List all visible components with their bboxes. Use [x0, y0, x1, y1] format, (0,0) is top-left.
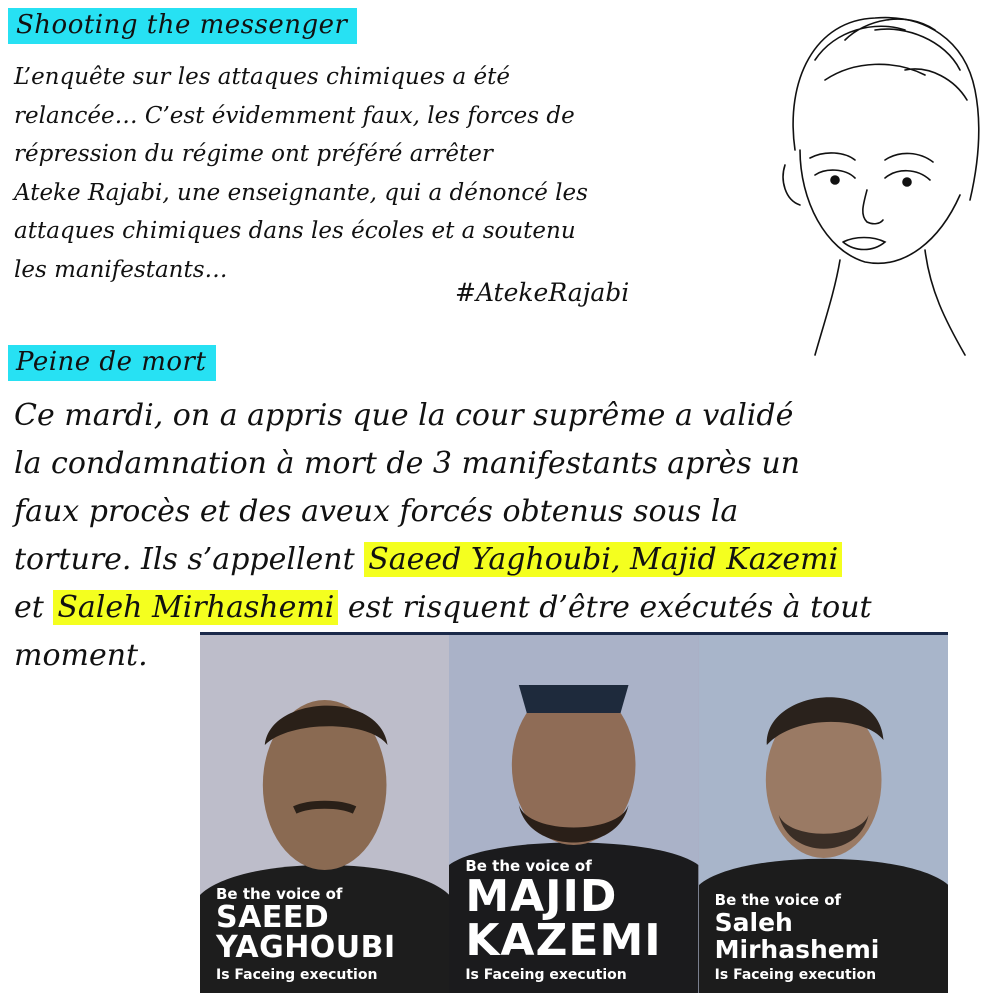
caption-voice: Be the voice of [465, 857, 592, 875]
heading-peine-de-mort: Peine de mort [8, 345, 216, 381]
paragraph-line: la condamnation à mort de 3 manifestants après un [14, 446, 801, 481]
caption [200, 885, 449, 983]
paragraph-line: les manifestants… [14, 256, 228, 283]
caption-facing: Is Faceing execution [465, 967, 627, 983]
caption-facing: Is Faceing execution [714, 967, 877, 983]
photo-strip [200, 632, 948, 993]
caption-name: Mirhashemi [714, 935, 880, 964]
caption [699, 891, 948, 983]
heading-shooting-the-messenger: Shooting the messenger [8, 8, 357, 44]
text-fragment: est risquent d’être exécutés à tout [338, 590, 872, 625]
paragraph-line: Ateke Rajabi, une enseignante, qui a dénoncé les [14, 179, 588, 206]
caption-name: KAZEMI [465, 915, 662, 966]
paragraph-line [14, 584, 994, 632]
paragraph-line: faux procès et des aveux forcés obtenus sous la [14, 494, 739, 529]
highlighted-names: Saeed Yaghoubi, Majid Kazemi [364, 542, 842, 577]
caption-facing: Is Faceing execution [216, 967, 378, 983]
photo-panel-saleh [699, 635, 948, 993]
paragraph-investigation [14, 58, 774, 289]
highlighted-name: Saleh Mirhashemi [53, 590, 338, 625]
paragraph-line: moment. [14, 638, 148, 673]
paragraph-line: Ce mardi, on a appris que la cour suprême a validé [14, 398, 794, 433]
hashtag: #AtekeRajabi [455, 278, 630, 307]
caption-name: MAJID [465, 871, 618, 922]
paragraph-line: attaques chimiques dans les écoles et a soutenu [14, 218, 576, 244]
portrait-drawing [755, 0, 1000, 360]
caption-name: SAEED [216, 900, 330, 935]
caption [449, 857, 698, 983]
photo-panel-saeed [200, 635, 449, 993]
caption-name: Saleh [714, 908, 793, 937]
paragraph-line [14, 536, 994, 584]
photo-panel-majid [449, 635, 698, 993]
paragraph-line: répression du régime ont préféré arrêter [14, 141, 493, 167]
paragraph-line: relancée… C’est évidemment faux, les forces de [14, 102, 575, 129]
caption-name: YAGHOUBI [216, 930, 396, 965]
text-fragment: torture. Ils s’appellent [14, 542, 365, 577]
caption-voice: Be the voice of [714, 891, 842, 909]
text-fragment: et [14, 590, 54, 625]
caption-voice: Be the voice of [216, 885, 343, 903]
paragraph-line: L’enquête sur les attaques chimiques a été [14, 64, 510, 90]
